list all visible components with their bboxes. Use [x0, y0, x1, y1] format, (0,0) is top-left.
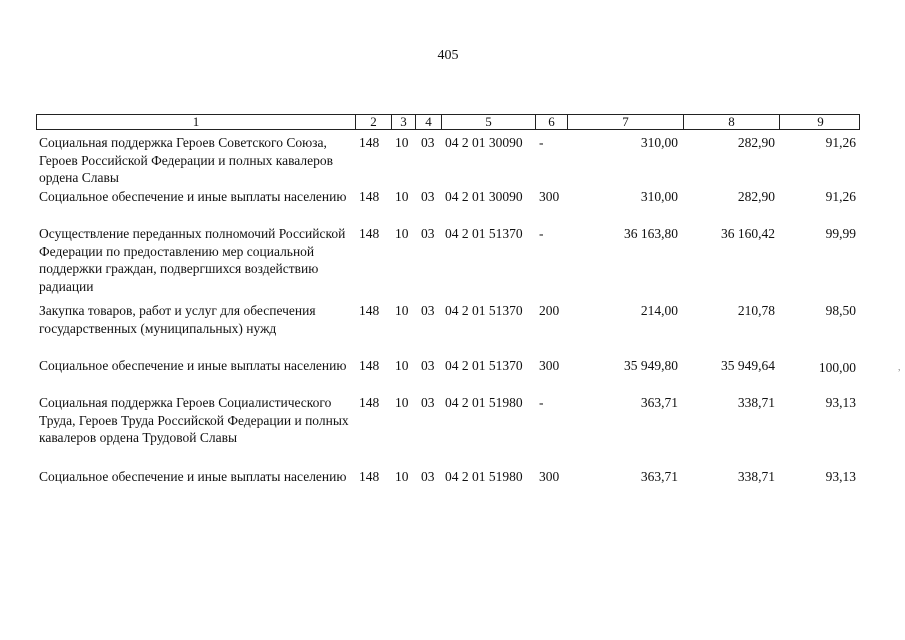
row-col-5: 04 2 01 30090: [445, 189, 523, 204]
row-name: Осуществление переданных полномочий Российской Федерации по предоставлению мер социальной поддержки граждан, подвергшихся воздействию радиации: [39, 226, 346, 294]
row-col-5: 04 2 01 30090: [445, 135, 523, 150]
row-name: Социальная поддержка Героев Советского Союза, Героев Российской Федерации и полных кавалеров ордена Славы: [39, 135, 334, 185]
row-col-2: 148: [359, 469, 380, 484]
row-col-9: 91,26: [825, 189, 856, 204]
header-cell-3: 3: [391, 115, 415, 129]
row-col-6: 300: [539, 358, 560, 373]
page-number: 405: [437, 48, 459, 63]
row-col-5: 04 2 01 51980: [445, 395, 523, 410]
header-cell-2: 2: [355, 115, 391, 129]
header-cell-5: 5: [441, 115, 535, 129]
row-name: Социальная поддержка Героев Социалистического Труда, Героев Труда Российской Федерации и полных кавалеров ордена Трудовой Славы: [39, 395, 349, 445]
row-col-4: 03: [421, 135, 435, 150]
row-name: Социальное обеспечение и иные выплаты населению: [39, 189, 347, 204]
row-col-6: -: [539, 135, 544, 150]
row-col-3: 10: [395, 358, 409, 373]
row-col-2: 148: [359, 395, 380, 410]
header-cell-6: 6: [535, 115, 567, 129]
header-cell-9: 9: [779, 115, 861, 129]
row-col-3: 10: [395, 226, 409, 241]
row-col-9: 91,26: [825, 135, 856, 150]
row-col-4: 03: [421, 189, 435, 204]
scan-artifact: ,: [898, 362, 901, 373]
row-col-7: 36 163,80: [624, 226, 678, 241]
row-col-8: 338,71: [737, 469, 775, 484]
header-cell-8: 8: [683, 115, 779, 129]
row-col-5: 04 2 01 51370: [445, 358, 523, 373]
row-col-9: 100,00: [818, 360, 856, 375]
row-col-8: 35 949,64: [721, 358, 775, 373]
row-col-5: 04 2 01 51370: [445, 226, 523, 241]
row-col-2: 148: [359, 189, 380, 204]
row-col-9: 99,99: [825, 226, 856, 241]
row-col-4: 03: [421, 395, 435, 410]
row-col-4: 03: [421, 358, 435, 373]
row-col-7: 363,71: [640, 469, 678, 484]
row-col-3: 10: [395, 303, 409, 318]
row-col-8: 282,90: [737, 189, 775, 204]
row-col-9: 93,13: [825, 395, 856, 410]
row-col-7: 214,00: [640, 303, 678, 318]
row-col-6: 200: [539, 303, 560, 318]
row-col-5: 04 2 01 51370: [445, 303, 523, 318]
row-col-2: 148: [359, 358, 380, 373]
header-cell-1: 1: [192, 114, 200, 129]
row-col-4: 03: [421, 469, 435, 484]
row-col-3: 10: [395, 135, 409, 150]
row-name: Социальное обеспечение и иные выплаты населению: [39, 358, 347, 373]
row-col-8: 282,90: [737, 135, 775, 150]
row-col-4: 03: [421, 226, 435, 241]
row-col-7: 363,71: [640, 395, 678, 410]
row-col-7: 310,00: [640, 135, 678, 150]
row-col-8: 210,78: [737, 303, 775, 318]
row-col-7: 310,00: [640, 189, 678, 204]
row-col-3: 10: [395, 469, 409, 484]
row-col-9: 93,13: [825, 469, 856, 484]
row-col-6: 300: [539, 189, 560, 204]
row-col-3: 10: [395, 189, 409, 204]
row-col-6: -: [539, 226, 544, 241]
header-cell-4: 4: [415, 115, 441, 129]
row-col-6: 300: [539, 469, 560, 484]
row-name: Социальное обеспечение и иные выплаты населению: [39, 469, 347, 484]
row-col-2: 148: [359, 303, 380, 318]
row-col-3: 10: [395, 395, 409, 410]
row-col-7: 35 949,80: [624, 358, 678, 373]
row-col-2: 148: [359, 135, 380, 150]
row-col-5: 04 2 01 51980: [445, 469, 523, 484]
row-name: Закупка товаров, работ и услуг для обеспечения государственных (муниципальных) нужд: [39, 303, 316, 336]
row-col-4: 03: [421, 303, 435, 318]
row-col-8: 36 160,42: [721, 226, 775, 241]
row-col-2: 148: [359, 226, 380, 241]
row-col-8: 338,71: [737, 395, 775, 410]
row-col-9: 98,50: [825, 303, 856, 318]
row-col-6: -: [539, 395, 544, 410]
header-cell-7: 7: [567, 115, 683, 129]
table-header: [36, 114, 860, 130]
